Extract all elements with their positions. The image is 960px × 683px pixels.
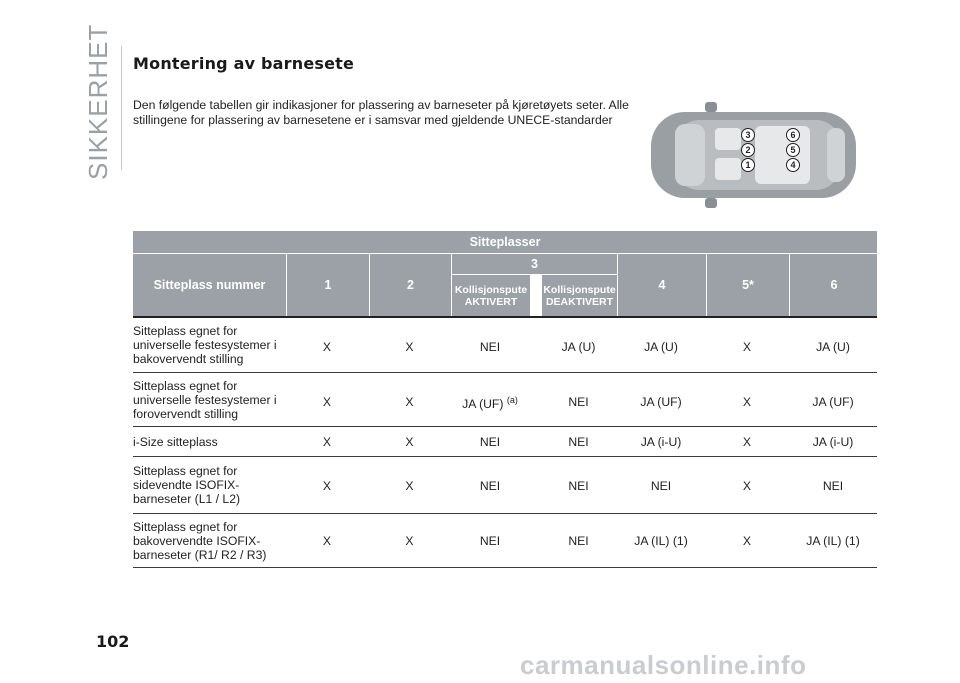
- rear-window: [827, 128, 845, 182]
- cell: JA (i-U): [640, 435, 682, 449]
- col-header-3-airbag-off: Kollisjonspute DEAKTIVERT: [543, 283, 616, 308]
- cell: X: [742, 340, 752, 354]
- seat-badge-1: [742, 159, 755, 172]
- cell: JA (i-U): [812, 435, 854, 449]
- car-seat-diagram: [645, 100, 865, 210]
- section-divider: [121, 46, 122, 170]
- cell: NEI: [568, 479, 589, 493]
- page-number: 102: [96, 632, 130, 651]
- svg-text:2: 2: [745, 145, 751, 155]
- mirror-left: [705, 102, 717, 112]
- col-header-4: 4: [617, 254, 706, 316]
- col-header-3: [451, 254, 617, 316]
- cell: NEI: [568, 534, 589, 548]
- cell: X: [405, 479, 414, 493]
- seat-rear-bench: [755, 126, 810, 184]
- table-row: [133, 457, 877, 514]
- table-row: [133, 318, 877, 373]
- cell: X: [405, 435, 414, 449]
- svg-text:3: 3: [745, 130, 751, 140]
- cell: X: [322, 435, 332, 449]
- seat-badge-2: [742, 144, 755, 157]
- group-header: Sitteplasser: [133, 231, 877, 254]
- row-header: Sitteplass nummer: [153, 278, 266, 292]
- cell: X: [405, 395, 414, 409]
- col-header-6: 6: [789, 254, 878, 316]
- svg-text:6: 6: [790, 130, 796, 140]
- seat-front-left: [715, 158, 741, 180]
- cell: NEI: [568, 395, 589, 409]
- windshield: [675, 124, 705, 186]
- cell: X: [742, 395, 752, 409]
- cell-value: JA (UF): [462, 397, 504, 412]
- cell: NEI: [479, 435, 501, 449]
- cell: X: [742, 479, 752, 493]
- table-header: [133, 231, 877, 316]
- cell: X: [405, 340, 414, 354]
- cell: X: [742, 435, 752, 449]
- cell: X: [322, 479, 332, 493]
- col-3-separator: [530, 275, 542, 316]
- svg-text:1: 1: [745, 160, 751, 170]
- cell: JA (U): [561, 340, 596, 354]
- cell: NEI: [568, 435, 589, 449]
- cell: NEI: [650, 479, 672, 493]
- section-label: SIKKERHET: [83, 23, 113, 180]
- cell: X: [322, 340, 332, 354]
- cell: JA (UF): [640, 395, 682, 409]
- footnote-ref: (a): [506, 395, 518, 405]
- cell: JA (IL) (1): [634, 534, 688, 548]
- cell: X: [742, 534, 752, 548]
- row-label: Sitteplass egnet for universelle festesystemer i forovervendt stilling: [133, 379, 277, 421]
- row-label: Sitteplass egnet for universelle festesystemer i bakovervendt stilling: [133, 324, 277, 366]
- seat-badge-4: [787, 159, 800, 172]
- watermark: carmanualsonline.info: [520, 650, 807, 680]
- cell: JA (IL) (1): [806, 534, 860, 548]
- col-header-3-title: 3: [452, 254, 617, 275]
- seat-badge-5: [787, 144, 800, 157]
- mirror-right: [705, 198, 717, 208]
- seat-front-right: [715, 128, 741, 150]
- table-row: [133, 373, 877, 427]
- row-label: i-Size sitteplass: [133, 435, 218, 449]
- cell: NEI: [479, 479, 501, 493]
- cell: JA (U): [816, 340, 850, 354]
- seat-badge-3: [742, 129, 755, 142]
- cell: X: [405, 534, 414, 548]
- svg-text:4: 4: [790, 160, 796, 170]
- cell: NEI: [479, 340, 501, 354]
- col-header-3-airbag-on: Kollisjonspute AKTIVERT: [454, 283, 528, 308]
- svg-text:5: 5: [790, 145, 796, 155]
- intro-paragraph: Den følgende tabellen gir indikasjoner for plassering av barneseter på kjøretøyets seter. Alle stillingene for plassering av barnesetene er i samsvar med gjeldende UNECE-standarder: [133, 98, 629, 127]
- row-label: Sitteplass egnet for bakovervendte ISOFIX-barneseter (R1/ R2 / R3): [133, 520, 267, 562]
- cell: X: [322, 395, 332, 409]
- seat-badge-6: [787, 129, 800, 142]
- cell: JA (U): [644, 340, 678, 354]
- col-header-5: 5*: [706, 254, 789, 316]
- row-label: Sitteplass egnet for sidevendte ISOFIX-barneseter (L1 / L2): [133, 464, 241, 506]
- col-header-2: 2: [369, 254, 451, 316]
- table-row: [133, 514, 877, 568]
- cell: [451, 395, 529, 411]
- cell: X: [322, 534, 332, 548]
- cell: JA (UF): [812, 395, 854, 409]
- page-title: Montering av barnesete: [133, 54, 355, 73]
- cell: NEI: [822, 479, 844, 493]
- col-header-1: 1: [286, 254, 369, 316]
- table-row: [133, 427, 877, 457]
- cell: NEI: [479, 534, 501, 548]
